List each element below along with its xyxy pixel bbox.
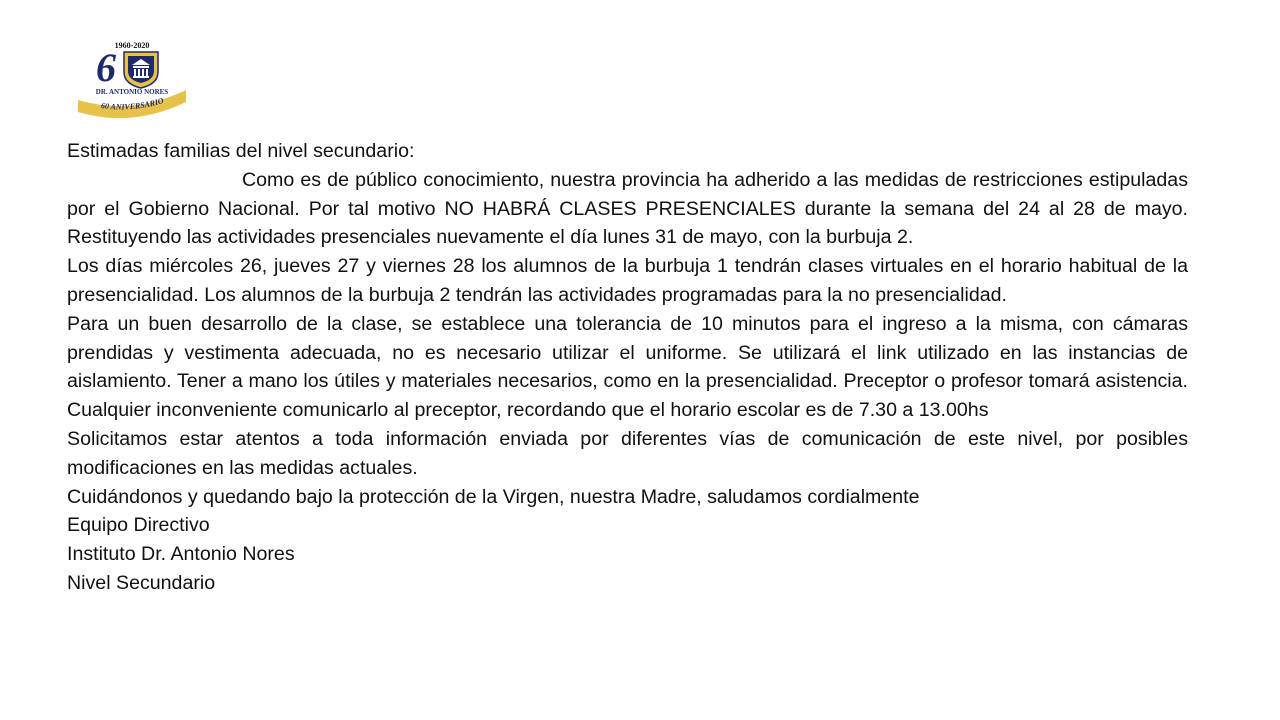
logo-number: 6: [96, 45, 116, 90]
greeting: Estimadas familias del nivel secundario:: [67, 140, 415, 162]
paragraph-virtual-classes: Los días miércoles 26, jueves 27 y viernes 28 los alumnos de la burbuja 1 tendrán clases virtuales en el horario habitual de la presencialidad. Los alumnos de la burbuja 2 tendrán las actividades programadas para la no presencialidad.: [67, 255, 1188, 306]
paragraph-restrictions: Como es de público conocimiento, nuestra provincia ha adherido a las medidas de restricciones estipuladas por el Gobierno Nacional. Por tal motivo NO HABRÁ CLASES PRESENCIALES durante la semana del 24 al 28 de mayo. Restituyendo las actividades presenciales nuevamente el día lunes 31 de mayo, con la burbuja 2.: [67, 168, 1188, 249]
logo-name: DR. ANTONIO NORES: [95, 88, 169, 96]
logo-years: 1960-2020: [114, 41, 150, 50]
letter-body: [67, 137, 1188, 598]
signature-line-2: Instituto Dr. Antonio Nores: [67, 543, 295, 566]
paragraph-class-rules: Para un buen desarrollo de la clase, se establece una tolerancia de 10 minutos para el ingreso a la misma, con cámaras prendidas y vestimenta adecuada, no es necesario utilizar el uniforme. Se utilizará el link utilizado en las instancias de aislamiento. Tener a mano los útiles y materiales necesarios, como en la presencialidad. Preceptor o profesor tomará asistencia. Cualquier inconveniente comunicarlo al preceptor, recordando que el horario escolar es de 7.30 a 13.00hs: [67, 312, 1188, 422]
paragraph-attention: Solicitamos estar atentos a toda información enviada por diferentes vías de comunicación de este nivel, por posibles modificaciones en las medidas actuales.: [67, 427, 1188, 479]
closing: Cuidándonos y quedando bajo la protección de la Virgen, nuestra Madre, saludamos cordialmente: [67, 485, 920, 508]
signature-line-3: Nivel Secundario: [67, 571, 216, 594]
school-logo: [76, 38, 188, 118]
signature-line-1: Equipo Directivo: [67, 514, 210, 537]
logo-anniversary-path: 60 ANIVERSARIO: [100, 96, 165, 112]
shield-icon: [124, 52, 158, 88]
anniversary-logo-graphic: [76, 38, 188, 118]
